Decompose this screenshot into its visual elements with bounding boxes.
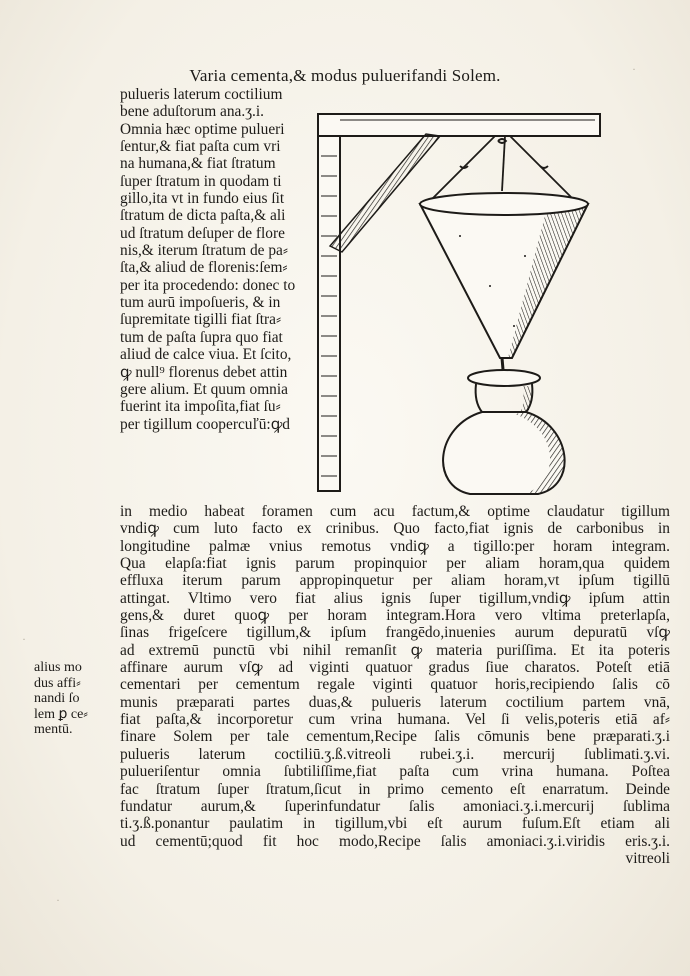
running-head: Varia cementa,& modus puluerifandi Solem.	[189, 66, 501, 85]
text-line: munis præparati partes duas,& pulueris laterum coctilium partem vnā,	[120, 693, 670, 711]
text-line: fundatur aurum,& ſuperinfundatur ſalis amoniaci.ʒ.i.mercurij ſublima	[120, 797, 670, 815]
text-line: bene aduſtorum ana.ʒ.i.	[120, 103, 265, 121]
text-line: vitreoli	[625, 849, 670, 867]
text-line: ſentur,& fiat paſta cum vri	[120, 138, 281, 156]
text-line: ud ſtratum deſuper de flore	[120, 224, 285, 242]
text-line: nis,& iterum ſtratum de pa⸗	[120, 242, 288, 260]
text-line: ad extremū punctū vbi nihil remanſit ꝙ materia puriſſima. Et ita poteris	[120, 641, 670, 659]
text-line: ſuper ſtratum in quodam ti	[120, 172, 282, 190]
text-line: gillo,ita vt in fundo eius ſit	[120, 190, 285, 208]
ink-speck: ·	[22, 632, 26, 646]
ink-speck: ·	[56, 893, 60, 907]
text-line: Omnia hæc optime pulueri	[120, 120, 285, 138]
full-width-text	[120, 503, 670, 867]
text-line: pulueris laterum coctiliū.ʒ.ß.vitreoli rubei.ʒ.i. mercurij ſublimati.ʒ.vi.	[120, 745, 670, 763]
ink-speck: ·	[632, 62, 636, 76]
text-line: pulueriſentur omnia ſubtiliſſime,fiat paſta cum vrina humana. Poſtea	[120, 763, 670, 781]
left-column-text	[120, 86, 330, 433]
text-line: ſta,& aliud de florenis:ſem⸗	[120, 259, 288, 277]
text-line: cementari per cementum regale viginti quatuor horis,recipiendo ſalis cō	[120, 676, 670, 694]
text-line: gere alium. Et quum omnia	[120, 380, 288, 398]
text-line: fuerint ita impoſita,fiat ſu⸗	[120, 398, 281, 416]
text-line: longitudine palmæ vnius remotus vndiꝙ a tigillo:per horam integram.	[120, 537, 670, 555]
text-line: ti.ʒ.ß.ponantur paulatim in tigillum,vbi eſt aurum fuſum.Eſt etiam ali	[120, 815, 670, 833]
text-line: pulueris laterum coctilium	[120, 86, 283, 103]
text-line: Qua elapſa:fiat ignis parum propinquior per aliam horam,qua quidem	[120, 555, 670, 573]
text-line: na humana,& fiat ſtratum	[120, 155, 276, 173]
text-line: attingat. Vltimo vero fiat alius ignis ſuper tigillum,vndiꝙ ipſum attin	[120, 589, 670, 607]
text-line: per ita procedendo: donec to	[120, 276, 296, 294]
text-line: affinare aurum vſꝙ ad viginti quatuor gradus ſiue charatos. Poteſt etiā	[120, 659, 670, 677]
text-line: fiat paſta,& incorporetur cum vrina humana. Vel ſi velis,poteris etiā af⸗	[120, 711, 670, 729]
text-line: finare Solem per tale cementum,Recipe ſalis cōmunis bene præparati.ʒ.i	[120, 728, 670, 746]
text-line: mentū.	[34, 722, 73, 738]
text-line: tum aurū impoſueris, & in	[120, 294, 281, 312]
text-line: effluxa iterum parum appropinquetur per aliam horam,vt ipſum tigillū	[120, 572, 670, 590]
text-line: in medio habeat foramen cum acu factum,& optime claudatur tigillum	[120, 503, 670, 520]
marginal-note	[34, 660, 88, 738]
text-line: dus affi⸗	[34, 675, 81, 691]
text-line: nandi ſo	[34, 691, 80, 707]
text-line: alius mo	[34, 660, 82, 675]
text-line: per tigillum coopercuľū:ꝙd	[120, 415, 290, 433]
text-line: ꝙ null⁹ florenus debet attin	[120, 363, 288, 381]
text-line: ſinas frigeſcere tigillum,& ipſum frangēdo,inuenies aurum depuratū vſꝙ	[120, 624, 670, 642]
text-line: ſupremitate tigilli fiat ſtra⸗	[120, 311, 282, 329]
text-line: vndiꝙ cum luto facto ex crinibus. Quo facto,fiat ignis de carbonibus in	[120, 520, 670, 538]
text-line: ſtratum de dicta paſta,& ali	[120, 207, 286, 225]
text-line: fac ſtratum ſuper ſtratum,ſicut in primo cemento eſt enarratum. Deinde	[120, 780, 670, 798]
text-line: gens,& duret quoꝙ per horam integram.Hora vero vltima preterlapſa,	[120, 607, 670, 625]
text-line: ud cementū;quod fit hoc modo,Recipe ſalis amoniaci.ʒ.i.viridis eris.ʒ.i.	[120, 832, 670, 850]
text-line: lem ꝑ ce⸗	[34, 706, 88, 722]
alembic-woodcut-illustration	[310, 96, 605, 496]
text-line: aliud de calce viua. Et ſcito,	[120, 346, 292, 364]
text-line: tum de paſta ſupra quo fiat	[120, 328, 283, 346]
